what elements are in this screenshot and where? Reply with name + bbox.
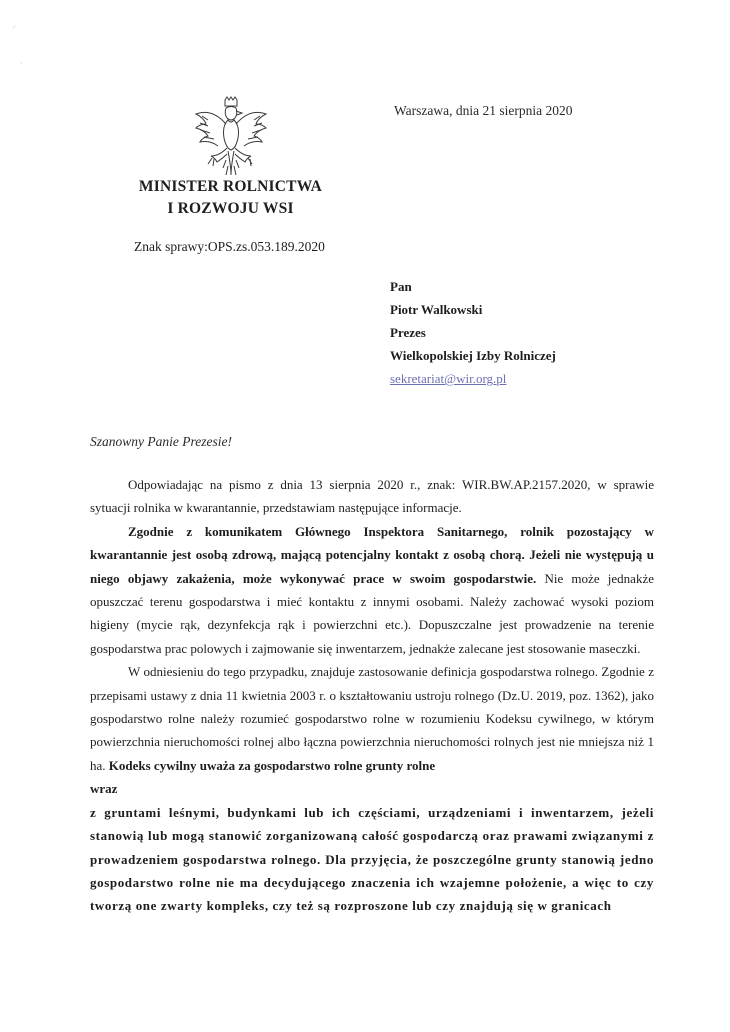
letter-body [90,473,654,918]
paragraph-3 [90,660,654,777]
recipient-salutation: Pan [390,279,412,294]
ministry-line-1: MINISTER ROLNICTWA [138,178,323,195]
paragraph-2 [90,520,654,660]
recipient-email-link[interactable]: sekretariat@wir.org.pl [390,371,507,386]
polish-eagle-emblem-icon [192,96,270,180]
ministry-header [118,176,343,220]
paragraph-3-wraz-text: wraz [90,781,118,797]
paragraph-4 [90,801,654,918]
recipient-position: Prezes [390,325,426,340]
paragraph-2-text: Nie może jednakże opuszczać terenu gospodarstwa i mieć kontaktu z innymi osobami. Należy zachować wysoki poziom higieny (mycie rąk, dezynfekcja rąk i powierzchni etc.). Dopuszczalne jest prowadzenie na terenie gospodarstwa prac polowych i zajmowanie się inwentarzem, jednakże zalecane jest stosowanie maseczki. [90,570,654,656]
ministry-line-2: I ROZWOJU WSI [167,200,294,217]
case-reference: Znak sprawy:OPS.zs.053.189.2020 [134,239,325,254]
paragraph-2-bold: Zgodnie z komunikatem Głównego Inspektora Sanitarnego, rolnik pozostający w kwarantannie jest osobą zdrową, mającą potencjalny kontakt z osobą chorą. Jeżeli nie występują u niego objawy zakażenia, może wykonywać prace w swoim gospodarstwie. [90,523,654,586]
greeting: Szanowny Panie Prezesie! [90,434,232,449]
paragraph-4-bold: z gruntami leśnymi, budynkami lub ich częściami, urządzeniami i inwentarzem, jeżeli stanowią lub mogą stanowić zorganizowaną całość gospodarczą oraz prawami związanymi z prowadzeniem gospodarstwa rolnego. Dla przyjęcia, że poszczególne grunty stanowią jedno gospodarstwo rolne nie ma decydującego znaczenia ich wzajemne położenie, a więc to czy tworzą one zwarty kompleks, czy też są rozproszone lub czy znajdują się w granicach [90,804,654,914]
paragraph-3-text: W odniesieniu do tego przypadku, znajduje zastosowanie definicja gospodarstwa rolnego. Zgodnie z przepisami ustawy z dnia 11 kwietnia 2003 r. o kształtowaniu ustroju rolnego (Dz.U. 2019, poz. 1362), jako gospodarstwo rolne należy rozumieć gospodarstwo rolne w rozumieniu Kodeksu cywilnego, w którym powierzchnia nieruchomości rolnej albo łączna powierzchnia nieruchomości rolnych jest nie mniejsza niż 1 ha. [90,664,654,773]
paragraph-3-wraz [90,777,654,800]
paragraph-1: Odpowiadając na pismo z dnia 13 sierpnia 2020 r., znak: WIR.BW.AP.2157.2020, w sprawie sytuacji rolnika w kwarantannie, przedstawiam następujące informacje. [90,477,654,516]
recipient-block [390,275,556,390]
scan-speck: ⸝ [12,20,17,30]
recipient-name: Piotr Walkowski [390,302,483,317]
paragraph-3-bold: Kodeks cywilny uważa za gospodarstwo rolne grunty rolne [105,757,436,773]
scan-speck: · [20,58,23,68]
place-date: Warszawa, dnia 21 sierpnia 2020 [394,103,573,118]
recipient-organization: Wielkopolskiej Izby Rolniczej [390,348,556,363]
